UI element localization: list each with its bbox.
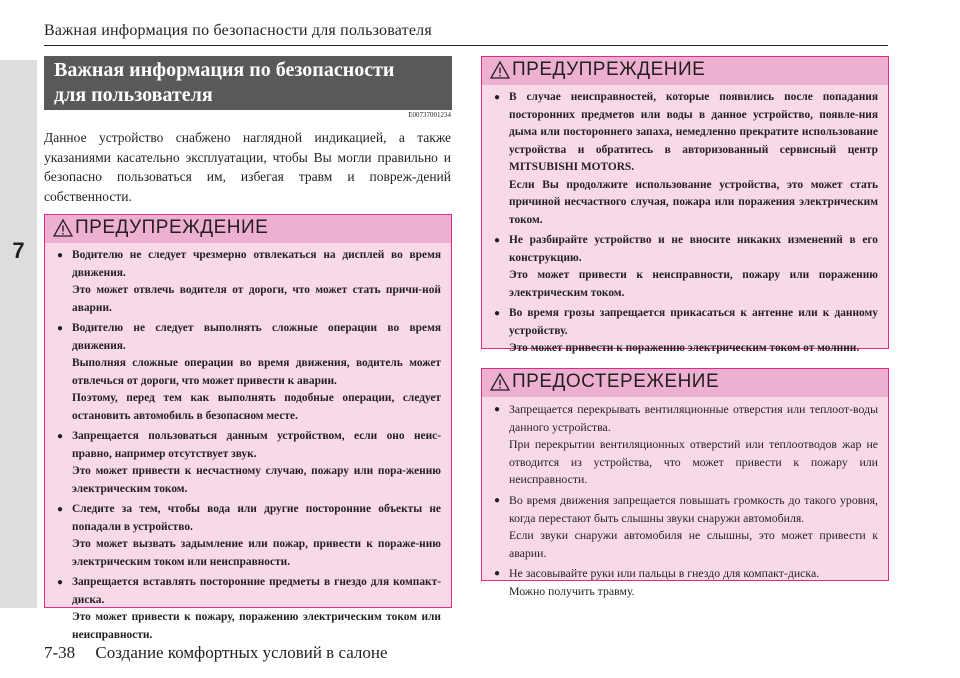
bullet-icon: ● [494, 494, 501, 506]
item-text: Выполняя сложные операции во время движения, водитель может отвлечься от дороги, что может привести к аварии. [72, 357, 441, 387]
warning-triangle-icon [490, 60, 510, 80]
warning-panel-header [45, 215, 451, 243]
chapter-side-tab [0, 60, 37, 608]
item-text: Если звуки снаружи автомобиля не слышны, это может привести к аварии. [509, 528, 878, 560]
item-text: Водителю не следует чрезмерно отвлекаться на дисплей во время движения. [72, 249, 441, 279]
item-text: Это может отвлечь водителя от дороги, что может стать причи-ной аварии. [72, 284, 441, 314]
item-text: Поэтому, перед тем как выполнять подобные операции, следует остановить автомобиль в безопасном месте. [72, 392, 441, 422]
item-text: Запрещается пользоваться данным устройством, если оно неис-правно, например отсутствует звук. [72, 430, 441, 460]
header-rule [44, 45, 888, 46]
item-text: Это может привести к неисправности, пожару или поражению электрическим током. [509, 269, 878, 299]
item-text: Это может вызвать задымление или пожар, привести к пораже-нию электрическим током или неисправности. [72, 538, 441, 568]
list-item [494, 89, 878, 229]
warning-panel-title: ПРЕДУПРЕЖДЕНИЕ [75, 217, 269, 238]
item-text: Не засовывайте руки или пальцы в гнездо для компакт-диска. [509, 566, 820, 581]
bullet-icon: ● [57, 323, 64, 334]
bullet-icon: ● [57, 577, 64, 588]
item-text: Запрещается перекрывать вентиляционные отверстия или теплоот-воды данного устройства. [509, 402, 878, 434]
section-title-line1: Важная информация по безопасности [54, 59, 395, 81]
item-text: Это может привести к поражению электрическим током от молнии. [509, 342, 860, 354]
item-text: Во время грозы запрещается прикасаться к антенне или к данному устройству. [509, 307, 878, 337]
bullet-icon: ● [494, 308, 501, 319]
item-text: Это может привести к несчастному случаю, пожару или пора-жению электрическим током. [72, 465, 441, 495]
item-text: Следите за тем, чтобы вода или другие посторонние объекты не попадали в устройство. [72, 503, 441, 533]
warning-triangle-icon [490, 372, 510, 392]
warning-item-list [45, 243, 451, 651]
bullet-icon: ● [57, 250, 64, 261]
list-item [494, 305, 878, 358]
warning-item-list [482, 85, 888, 365]
reference-code: E00737001234 [408, 111, 451, 119]
list-item [494, 565, 878, 600]
list-item [494, 232, 878, 302]
list-item [494, 401, 878, 489]
running-header-title: Важная информация по безопасности для пользователя [44, 22, 432, 39]
item-text: Можно получить травму. [509, 583, 635, 598]
warning-panel-right [481, 56, 889, 354]
bullet-icon: ● [494, 568, 501, 580]
item-text: Запрещается вставлять посторонние предметы в гнездо для компакт-диска. [72, 576, 441, 606]
caution-panel-header [482, 369, 888, 397]
page-footer [44, 643, 388, 663]
warning-panel-left [44, 214, 452, 641]
bullet-icon: ● [494, 404, 501, 415]
warning-triangle-icon [53, 218, 73, 238]
section-title-line2: для пользователя [54, 84, 213, 106]
list-item [57, 320, 441, 425]
page-number: 7-38 [44, 643, 76, 662]
intro-paragraph: Данное устройство снабжено наглядной индикацией, а также указаниями касательно эксплуатации, чтобы Вы могли правильно и безопасно пользоваться им, избегая травм и повреж-дений собственности. [44, 130, 451, 205]
list-item [494, 492, 878, 562]
warning-panel-title: ПРЕДУПРЕЖДЕНИЕ [512, 59, 706, 80]
item-text: Во время движения запрещается повышать громкость до такого уровня, когда перестают быть слышны звуки снаружи автомобиля. [509, 492, 878, 525]
item-text: Если Вы продолжите использование устройства, это может стать причиной несчастного случая, пожара или поражения электрическим током. [509, 178, 878, 226]
item-text: Водителю не следует выполнять сложные операции во время движения. [72, 322, 441, 352]
item-text: При перекрытии вентиляционных отверстий или теплоотводов жар не отводится из устройства, что может привести к пожару или неисправности. [509, 437, 878, 487]
bullet-icon: ● [494, 235, 501, 246]
bullet-icon: ● [57, 431, 64, 442]
bullet-icon: ● [57, 504, 64, 515]
item-text: Это может привести к пожару, поражению электрическим током или неисправности. [72, 611, 441, 641]
chapter-number: 7 [12, 238, 25, 263]
list-item [57, 428, 441, 498]
footer-chapter-title: Создание комфортных условий в салоне [95, 643, 388, 662]
list-item [57, 501, 441, 571]
section-title-box [44, 56, 452, 110]
list-item [57, 247, 441, 317]
list-item [57, 574, 441, 644]
caution-item-list [482, 397, 888, 608]
item-text: Не разбирайте устройство и не вносите никаких изменений в его конструкцию. [509, 234, 878, 264]
caution-panel [481, 368, 889, 598]
warning-panel-header [482, 57, 888, 85]
bullet-icon: ● [494, 92, 501, 103]
caution-panel-title: ПРЕДОСТЕРЕЖЕНИЕ [512, 371, 720, 392]
item-text: В случае неисправностей, которые появились после попадания посторонних предметов или воды в данное устройство, появле-ния дыма или постороннего запаха, немедленно прекратите использование устройства и обратитесь в авторизованный сервисный центр MITSUBISHI MOTORS. [509, 91, 878, 173]
